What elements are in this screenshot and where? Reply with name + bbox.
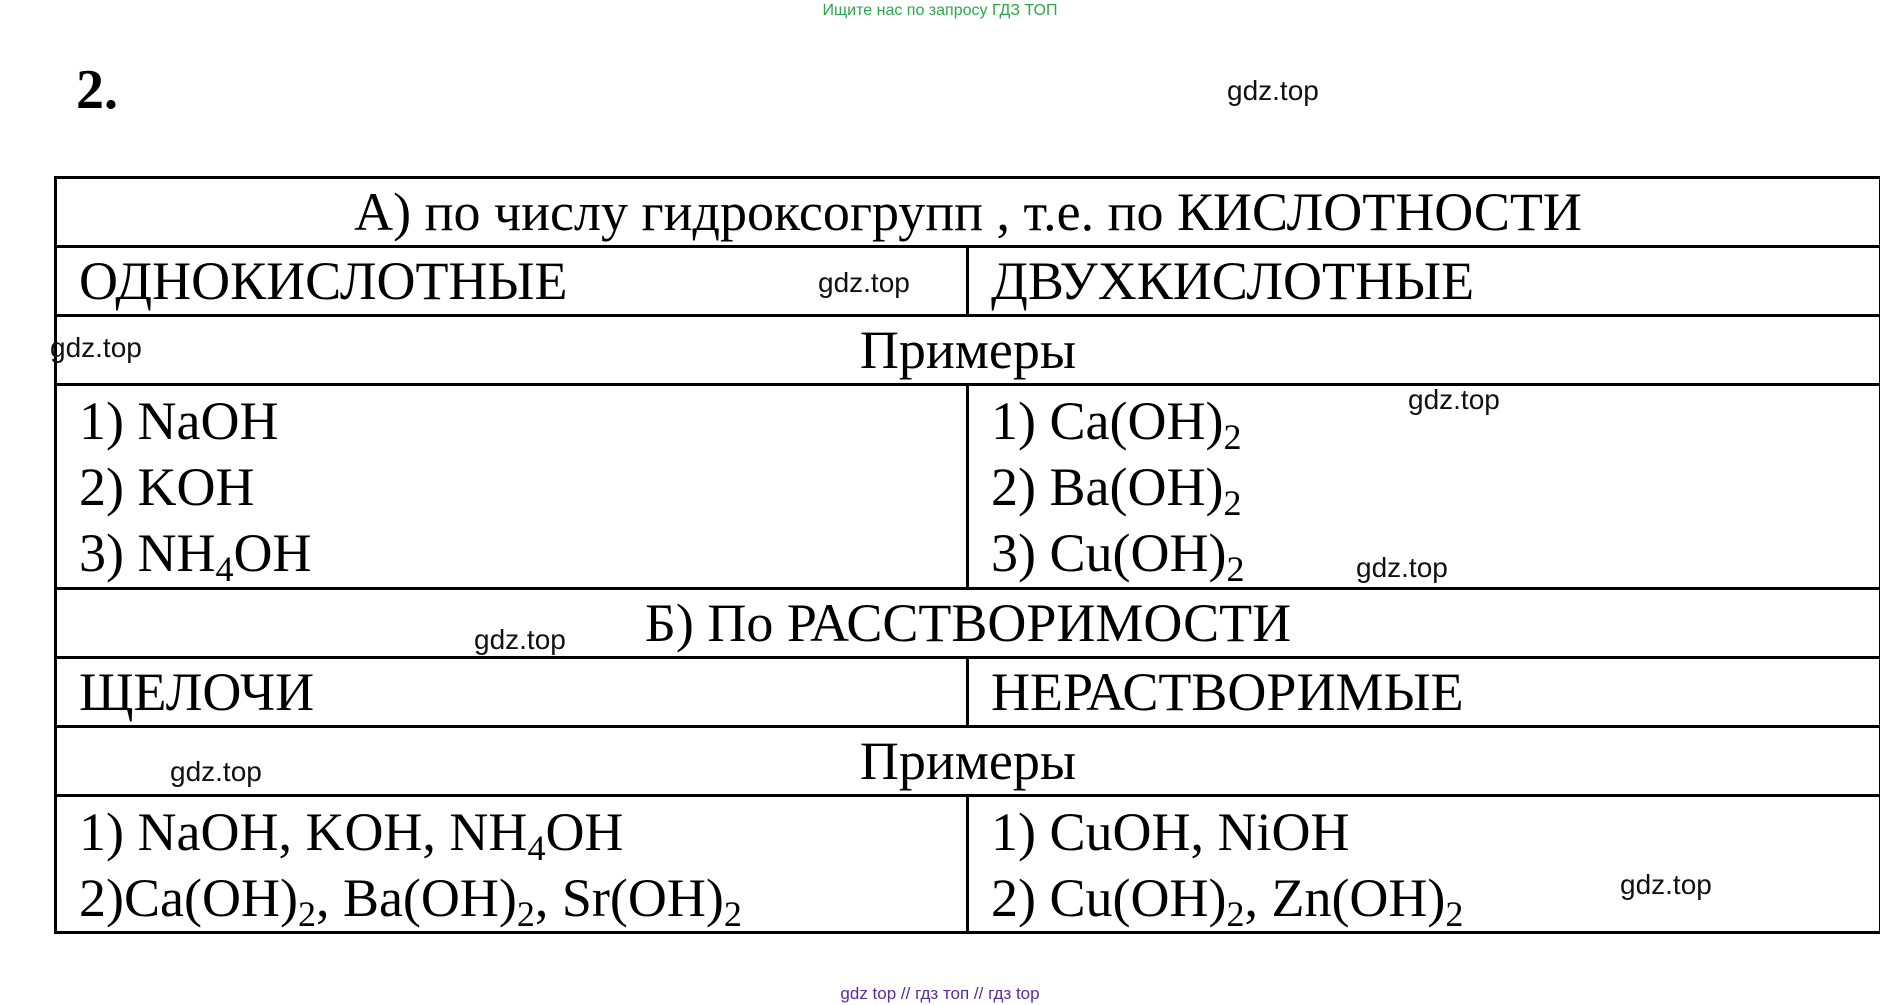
formula-text: 1) Ca(OH) xyxy=(991,391,1224,451)
formula-subscript: 4 xyxy=(527,828,546,868)
formula-line xyxy=(79,388,966,454)
watermark: gdz.top xyxy=(1227,75,1319,106)
formula-subscript: 2 xyxy=(1445,894,1464,933)
section-a-right-header: ДВУХКИСЛОТНЫЕ xyxy=(968,247,1880,316)
formula-text: 1) NaOH xyxy=(79,391,279,451)
table-row xyxy=(56,796,1880,933)
footer-text: gdz top // гдз топ // гдз top xyxy=(840,984,1040,1003)
watermark: gdz.top xyxy=(1408,384,1500,415)
table-row xyxy=(56,385,1880,589)
formula-text: , Ba(OH) xyxy=(315,868,517,928)
formula-text: 1) NaOH, KOH, NH xyxy=(79,802,528,862)
formula-text: 2) Ba(OH) xyxy=(991,457,1224,517)
formula-subscript: 2 xyxy=(1226,894,1245,933)
watermark: gdz.top xyxy=(1356,552,1448,583)
section-b-right-header: НЕРАСТВОРИМЫЕ xyxy=(968,658,1880,727)
section-a-left-header: ОДНОКИСЛОТНЫЕ xyxy=(56,247,968,316)
examples-label: Примеры xyxy=(56,727,1880,796)
formula-text: OH xyxy=(545,802,624,862)
table-row xyxy=(56,727,1880,796)
table-row xyxy=(56,589,1880,658)
formula-line xyxy=(991,454,1879,523)
formula-text: 2) Cu(OH) xyxy=(991,868,1227,928)
formula-line xyxy=(79,520,966,589)
formula-text: 3) Cu(OH) xyxy=(991,523,1227,583)
formula-line xyxy=(991,799,1879,865)
formula-text: 2) KOH xyxy=(79,457,255,517)
classification-table xyxy=(54,176,1880,934)
table-row xyxy=(56,316,1880,385)
section-b-left-header: ЩЕЛОЧИ xyxy=(56,658,968,727)
formula-subscript: 2 xyxy=(723,894,742,933)
section-a-left-examples xyxy=(56,385,968,589)
task-number: 2. xyxy=(76,59,118,121)
formula-subscript: 2 xyxy=(516,894,535,933)
section-a-title: А) по числу гидроксогрупп , т.е. по КИСЛОТНОСТИ xyxy=(56,178,1880,247)
section-b-title: Б) По РАССТВОРИМОСТИ xyxy=(56,589,1880,658)
formula-line xyxy=(79,865,966,931)
section-b-right-examples xyxy=(968,796,1880,933)
table-row xyxy=(56,178,1880,247)
formula-subscript: 2 xyxy=(297,894,316,933)
formula-line xyxy=(79,799,966,868)
formula-text: 1) CuOH, NiOH xyxy=(991,802,1350,862)
formula-line xyxy=(991,865,1879,931)
watermark: gdz.top xyxy=(1620,869,1712,900)
formula-subscript: 2 xyxy=(1226,549,1245,589)
formula-subscript: 4 xyxy=(215,549,234,589)
watermark: gdz.top xyxy=(474,624,566,655)
section-b-left-examples xyxy=(56,796,968,933)
watermark: gdz.top xyxy=(170,756,262,787)
formula-text: 2)Ca(OH) xyxy=(79,868,298,928)
formula-subscript: 2 xyxy=(1223,417,1242,457)
formula-text: , Sr(OH) xyxy=(534,868,724,928)
search-banner: Ищите нас по запросу ГДЗ ТОП xyxy=(822,2,1058,19)
table-row xyxy=(56,247,1880,316)
formula-text: 3) NH xyxy=(79,523,216,583)
examples-label: Примеры xyxy=(56,316,1880,385)
watermark: gdz.top xyxy=(50,332,142,363)
table-row xyxy=(56,658,1880,727)
formula-line xyxy=(79,454,966,520)
formula-text: OH xyxy=(233,523,312,583)
watermark: gdz.top xyxy=(818,267,910,298)
formula-text: , Zn(OH) xyxy=(1244,868,1446,928)
formula-subscript: 2 xyxy=(1223,483,1242,523)
